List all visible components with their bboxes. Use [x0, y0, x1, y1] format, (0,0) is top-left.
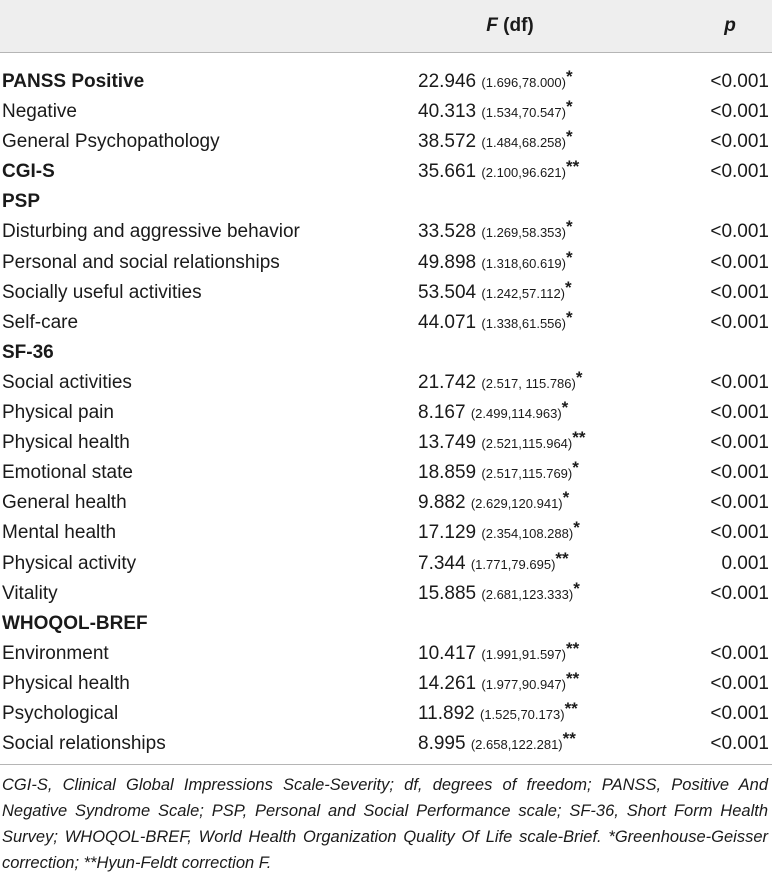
- df-value: (2.521,115.964): [481, 436, 573, 452]
- f-value-cell: [418, 669, 579, 700]
- p-value: <0.001: [710, 672, 769, 694]
- df-value: (1.771,79.695): [470, 556, 556, 572]
- f-value-cell: [418, 217, 573, 248]
- correction-marker: **: [565, 668, 580, 688]
- row-label: PANSS Positive: [2, 71, 145, 92]
- f-value: 40.313: [418, 101, 482, 123]
- f-value-cell: [418, 458, 579, 489]
- df-value: (2.517,115.769): [481, 466, 573, 482]
- table-row: [0, 187, 772, 217]
- p-value: <0.001: [710, 582, 769, 604]
- table-row: [0, 217, 772, 247]
- f-value-cell: [418, 127, 573, 158]
- f-value-cell: [418, 97, 573, 128]
- table-row: [0, 699, 772, 729]
- df-value: (1.269,58.353): [481, 225, 566, 241]
- f-value: 22.946: [418, 71, 482, 92]
- table-footnote: CGI-S, Clinical Global Impressions Scale-Severity; df, degrees of freedom; PANSS, Positive And Negative Syndrome Scale; PSP, Personal and Social Performance scale; SF-36, Short Form Health Survey; WHOQOL-BREF, World Health Organization Quality Of Life scale-Brief. *Greenhouse-Geisser correction; **Hyun-Feldt correction F.: [2, 776, 768, 872]
- row-label: Social relationships: [2, 733, 166, 755]
- f-value-cell: [418, 729, 576, 760]
- table-row: [0, 278, 772, 308]
- p-value: <0.001: [710, 71, 769, 92]
- f-value-cell: [418, 639, 579, 670]
- f-value: 17.129: [418, 522, 482, 544]
- header-f-suffix: (df): [497, 15, 534, 36]
- df-value: (1.534,70.547): [481, 105, 566, 121]
- f-value: 8.995: [418, 733, 471, 755]
- p-value: <0.001: [710, 221, 769, 243]
- p-value: <0.001: [710, 371, 769, 393]
- row-label: Physical health: [2, 672, 130, 694]
- row-label: Emotional state: [2, 462, 133, 484]
- p-value: <0.001: [710, 131, 769, 153]
- row-label: Mental health: [2, 522, 117, 544]
- p-value: <0.001: [710, 642, 769, 664]
- df-value: (1.242,57.112): [481, 285, 566, 301]
- table-row: [0, 669, 772, 699]
- f-value: 8.167: [418, 402, 471, 424]
- row-label: Self-care: [2, 311, 79, 333]
- f-value-cell: [418, 428, 585, 459]
- p-value: 0.001: [721, 552, 769, 574]
- f-value-cell: [418, 518, 580, 549]
- df-value: (1.977,90.947): [481, 676, 566, 692]
- correction-marker: *: [565, 97, 573, 117]
- f-value-cell: [418, 398, 568, 429]
- table-row: [0, 308, 772, 338]
- row-label: Vitality: [2, 582, 58, 604]
- table-row: [0, 127, 772, 157]
- table-row: [0, 729, 772, 759]
- df-value: (1.696,78.000): [481, 75, 566, 90]
- table-row: [0, 97, 772, 127]
- f-value: 11.892: [418, 702, 480, 724]
- correction-marker: *: [565, 307, 573, 327]
- df-value: (2.681,123.333): [481, 586, 574, 602]
- header-f-symbol: F: [486, 15, 498, 36]
- correction-marker: *: [565, 247, 573, 267]
- df-value: (2.517, 115.786): [481, 375, 576, 391]
- table-row: [0, 248, 772, 278]
- p-value: <0.001: [710, 161, 769, 183]
- table-row: [0, 368, 772, 398]
- row-label: Socially useful activities: [2, 281, 202, 303]
- correction-marker: *: [565, 127, 573, 147]
- correction-marker: *: [572, 458, 579, 478]
- df-value: (1.484,68.258): [481, 135, 566, 151]
- correction-marker: *: [565, 217, 573, 237]
- f-value: 35.661: [418, 161, 482, 183]
- row-label: Social activities: [2, 371, 132, 393]
- correction-marker: **: [555, 548, 569, 568]
- table-row: [0, 67, 772, 97]
- f-value-cell: [418, 699, 578, 730]
- df-value: (2.658,122.281): [470, 737, 563, 753]
- p-value: <0.001: [710, 702, 769, 724]
- f-value-cell: [418, 308, 573, 339]
- table-row: [0, 579, 772, 609]
- f-value: 33.528: [418, 221, 482, 243]
- table-bottom-rule: [0, 764, 772, 765]
- f-value: 7.344: [418, 552, 471, 574]
- df-value: (2.354,108.288): [481, 526, 574, 542]
- correction-marker: *: [565, 277, 572, 297]
- df-value: (1.991,91.597): [481, 646, 566, 662]
- row-label: PSP: [2, 191, 41, 213]
- row-label: Physical health: [2, 432, 130, 454]
- p-value: <0.001: [710, 311, 769, 333]
- table-row: [0, 549, 772, 579]
- f-value: 10.417: [418, 642, 482, 664]
- row-label: General Psychopathology: [2, 131, 220, 153]
- f-value: 53.504: [418, 281, 482, 303]
- row-label: Personal and social relationships: [2, 251, 280, 273]
- table-row: [0, 609, 772, 639]
- df-value: (1.318,60.619): [481, 255, 566, 271]
- row-label: Psychological: [2, 702, 119, 724]
- row-label: SF-36: [2, 341, 54, 363]
- f-value: 18.859: [418, 462, 482, 484]
- f-value-cell: [418, 368, 582, 399]
- header-f-df: [420, 15, 600, 37]
- correction-marker: *: [575, 367, 583, 387]
- table-row: [0, 338, 772, 368]
- table-row: [0, 488, 772, 518]
- f-value-cell: [418, 157, 579, 188]
- row-label: CGI-S: [2, 161, 55, 183]
- correction-marker: *: [561, 398, 569, 418]
- table-row: [0, 157, 772, 187]
- f-value: 15.885: [418, 582, 482, 604]
- table-row: [0, 639, 772, 669]
- f-value-cell: [418, 248, 573, 279]
- p-value: <0.001: [710, 251, 769, 273]
- df-value: (2.629,120.941): [470, 496, 563, 512]
- f-value-cell: [418, 278, 572, 309]
- p-value: <0.001: [710, 281, 769, 303]
- correction-marker: **: [572, 428, 586, 448]
- table-header: [0, 0, 772, 53]
- table-row: [0, 518, 772, 548]
- f-value-cell: [418, 488, 569, 519]
- f-value: 21.742: [418, 371, 482, 393]
- row-label: Negative: [2, 101, 77, 123]
- table-row: [0, 398, 772, 428]
- p-value: <0.001: [710, 432, 769, 454]
- df-value: (2.499,114.963): [470, 406, 562, 422]
- row-label: Disturbing and aggressive behavior: [2, 221, 300, 243]
- p-value: <0.001: [710, 733, 769, 755]
- f-value: 9.882: [418, 492, 471, 514]
- row-label: WHOQOL-BREF: [2, 612, 148, 634]
- p-value: <0.001: [710, 101, 769, 123]
- f-value-cell: [418, 549, 569, 580]
- f-value-cell: [418, 67, 573, 98]
- p-value: <0.001: [710, 522, 769, 544]
- header-p: p: [724, 15, 736, 36]
- correction-marker: **: [565, 638, 580, 658]
- row-label: Physical pain: [2, 402, 114, 424]
- f-value: 49.898: [418, 251, 482, 273]
- df-value: (1.338,61.556): [481, 315, 566, 331]
- f-value: 13.749: [418, 432, 482, 454]
- correction-marker: *: [565, 67, 573, 86]
- df-value: (2.100,96.621): [481, 165, 566, 181]
- p-value: <0.001: [710, 462, 769, 484]
- correction-marker: **: [562, 729, 576, 749]
- correction-marker: *: [573, 518, 580, 538]
- row-label: Physical activity: [2, 552, 137, 574]
- df-value: (1.525,70.173): [479, 706, 565, 722]
- correction-marker: **: [564, 698, 578, 718]
- table-row: [0, 428, 772, 458]
- row-label: Environment: [2, 642, 109, 664]
- correction-marker: *: [573, 578, 580, 598]
- f-value: 14.261: [418, 672, 482, 694]
- correction-marker: **: [565, 157, 580, 177]
- table-body: [0, 67, 772, 759]
- correction-marker: *: [562, 488, 570, 508]
- row-label: General health: [2, 492, 127, 514]
- p-value: <0.001: [710, 402, 769, 424]
- f-value-cell: [418, 579, 580, 610]
- f-value: 44.071: [418, 311, 482, 333]
- p-value: <0.001: [710, 492, 769, 514]
- f-value: 38.572: [418, 131, 482, 153]
- table-row: [0, 458, 772, 488]
